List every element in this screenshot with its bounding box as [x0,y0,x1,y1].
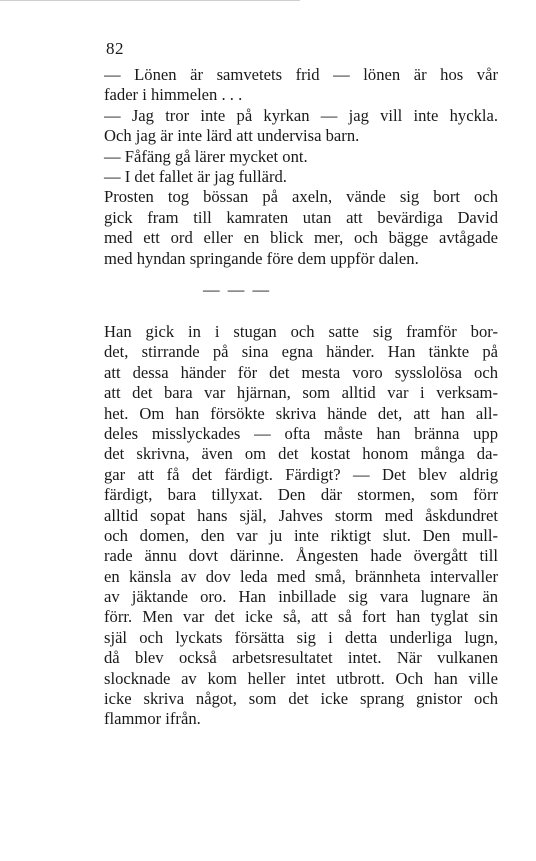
text-line: — Jag tror inte på kyrkan — jag vill inte hyckla. [104,105,498,125]
text-line: då blev också arbetsresultatet intet. När vulkanen [104,648,498,668]
text-line: Och jag är inte lärd att undervisa barn. [104,126,360,146]
text-line: Prosten tog bössan på axeln, vände sig bort och [104,187,498,207]
text-line: själ och lyckats försätta sig i detta underliga lugn, [104,627,498,647]
text-line: alltid sopat hans själ, Jahves storm med åskdundret [104,505,498,525]
text-line: rade ännu dovt därinne. Ångesten hade övergått till [104,546,498,566]
text-line: det, stirrande på sina egna händer. Han tänkte på [104,342,498,362]
text-line: en känsla av dov leda med små, brännheta intervaller [104,566,498,586]
text-line: — Lönen är samvetets frid — lönen är hos vår [104,65,498,84]
text-block-dialogue [104,65,498,269]
text-line: flammor ifrån. [104,709,201,729]
text-line: av jäktande oro. Han inbillade sig vara lugnare än [104,587,498,607]
text-line: med ett ord eller en blick mer, och bägge avtågade [104,228,498,248]
text-block-narrative [104,322,498,730]
text-line: Han gick in i stugan och satte sig framför bor- [104,322,498,341]
text-line: det skrivna, även om det kostat honom många da- [104,444,498,464]
text-line: icke skriva något, som det icke sprang gnistor och [104,689,498,709]
text-line: fader i himmelen . . . [104,85,243,105]
text-line: gick fram till kamraten utan att bevärdiga David [104,207,498,227]
text-line: deles misslyckades — ofta måste han bränna upp [104,423,498,443]
top-edge-rule [0,0,300,1]
text-line: — Fåfäng gå lärer mycket ont. [104,146,308,166]
text-line: gar att få det färdigt. Färdigt? — Det blev aldrig [104,464,498,484]
text-line: att dessa händer för det mesta voro sysslolösa och [104,362,498,382]
text-line: med hyndan springande före dem uppför dalen. [104,248,419,268]
text-line: slocknade av kom heller intet utbrott. Och han ville [104,668,498,688]
text-line: förr. Men var det icke så, att så fort han tyglat sin [104,607,498,627]
section-divider: — — — [203,280,272,299]
text-line: färdigt, bara tillyxat. Den där stormen, som förr [104,485,498,505]
page-number: 82 [106,39,124,58]
text-line: att det bara var hjärnan, som alltid var i verksam- [104,383,498,403]
text-line: och domen, den var ju inte riktigt slut. Den mull- [104,525,498,545]
text-line: het. Om han försökte skriva hände det, att han all- [104,403,498,423]
text-line: — I det fallet är jag fullärd. [104,166,287,186]
